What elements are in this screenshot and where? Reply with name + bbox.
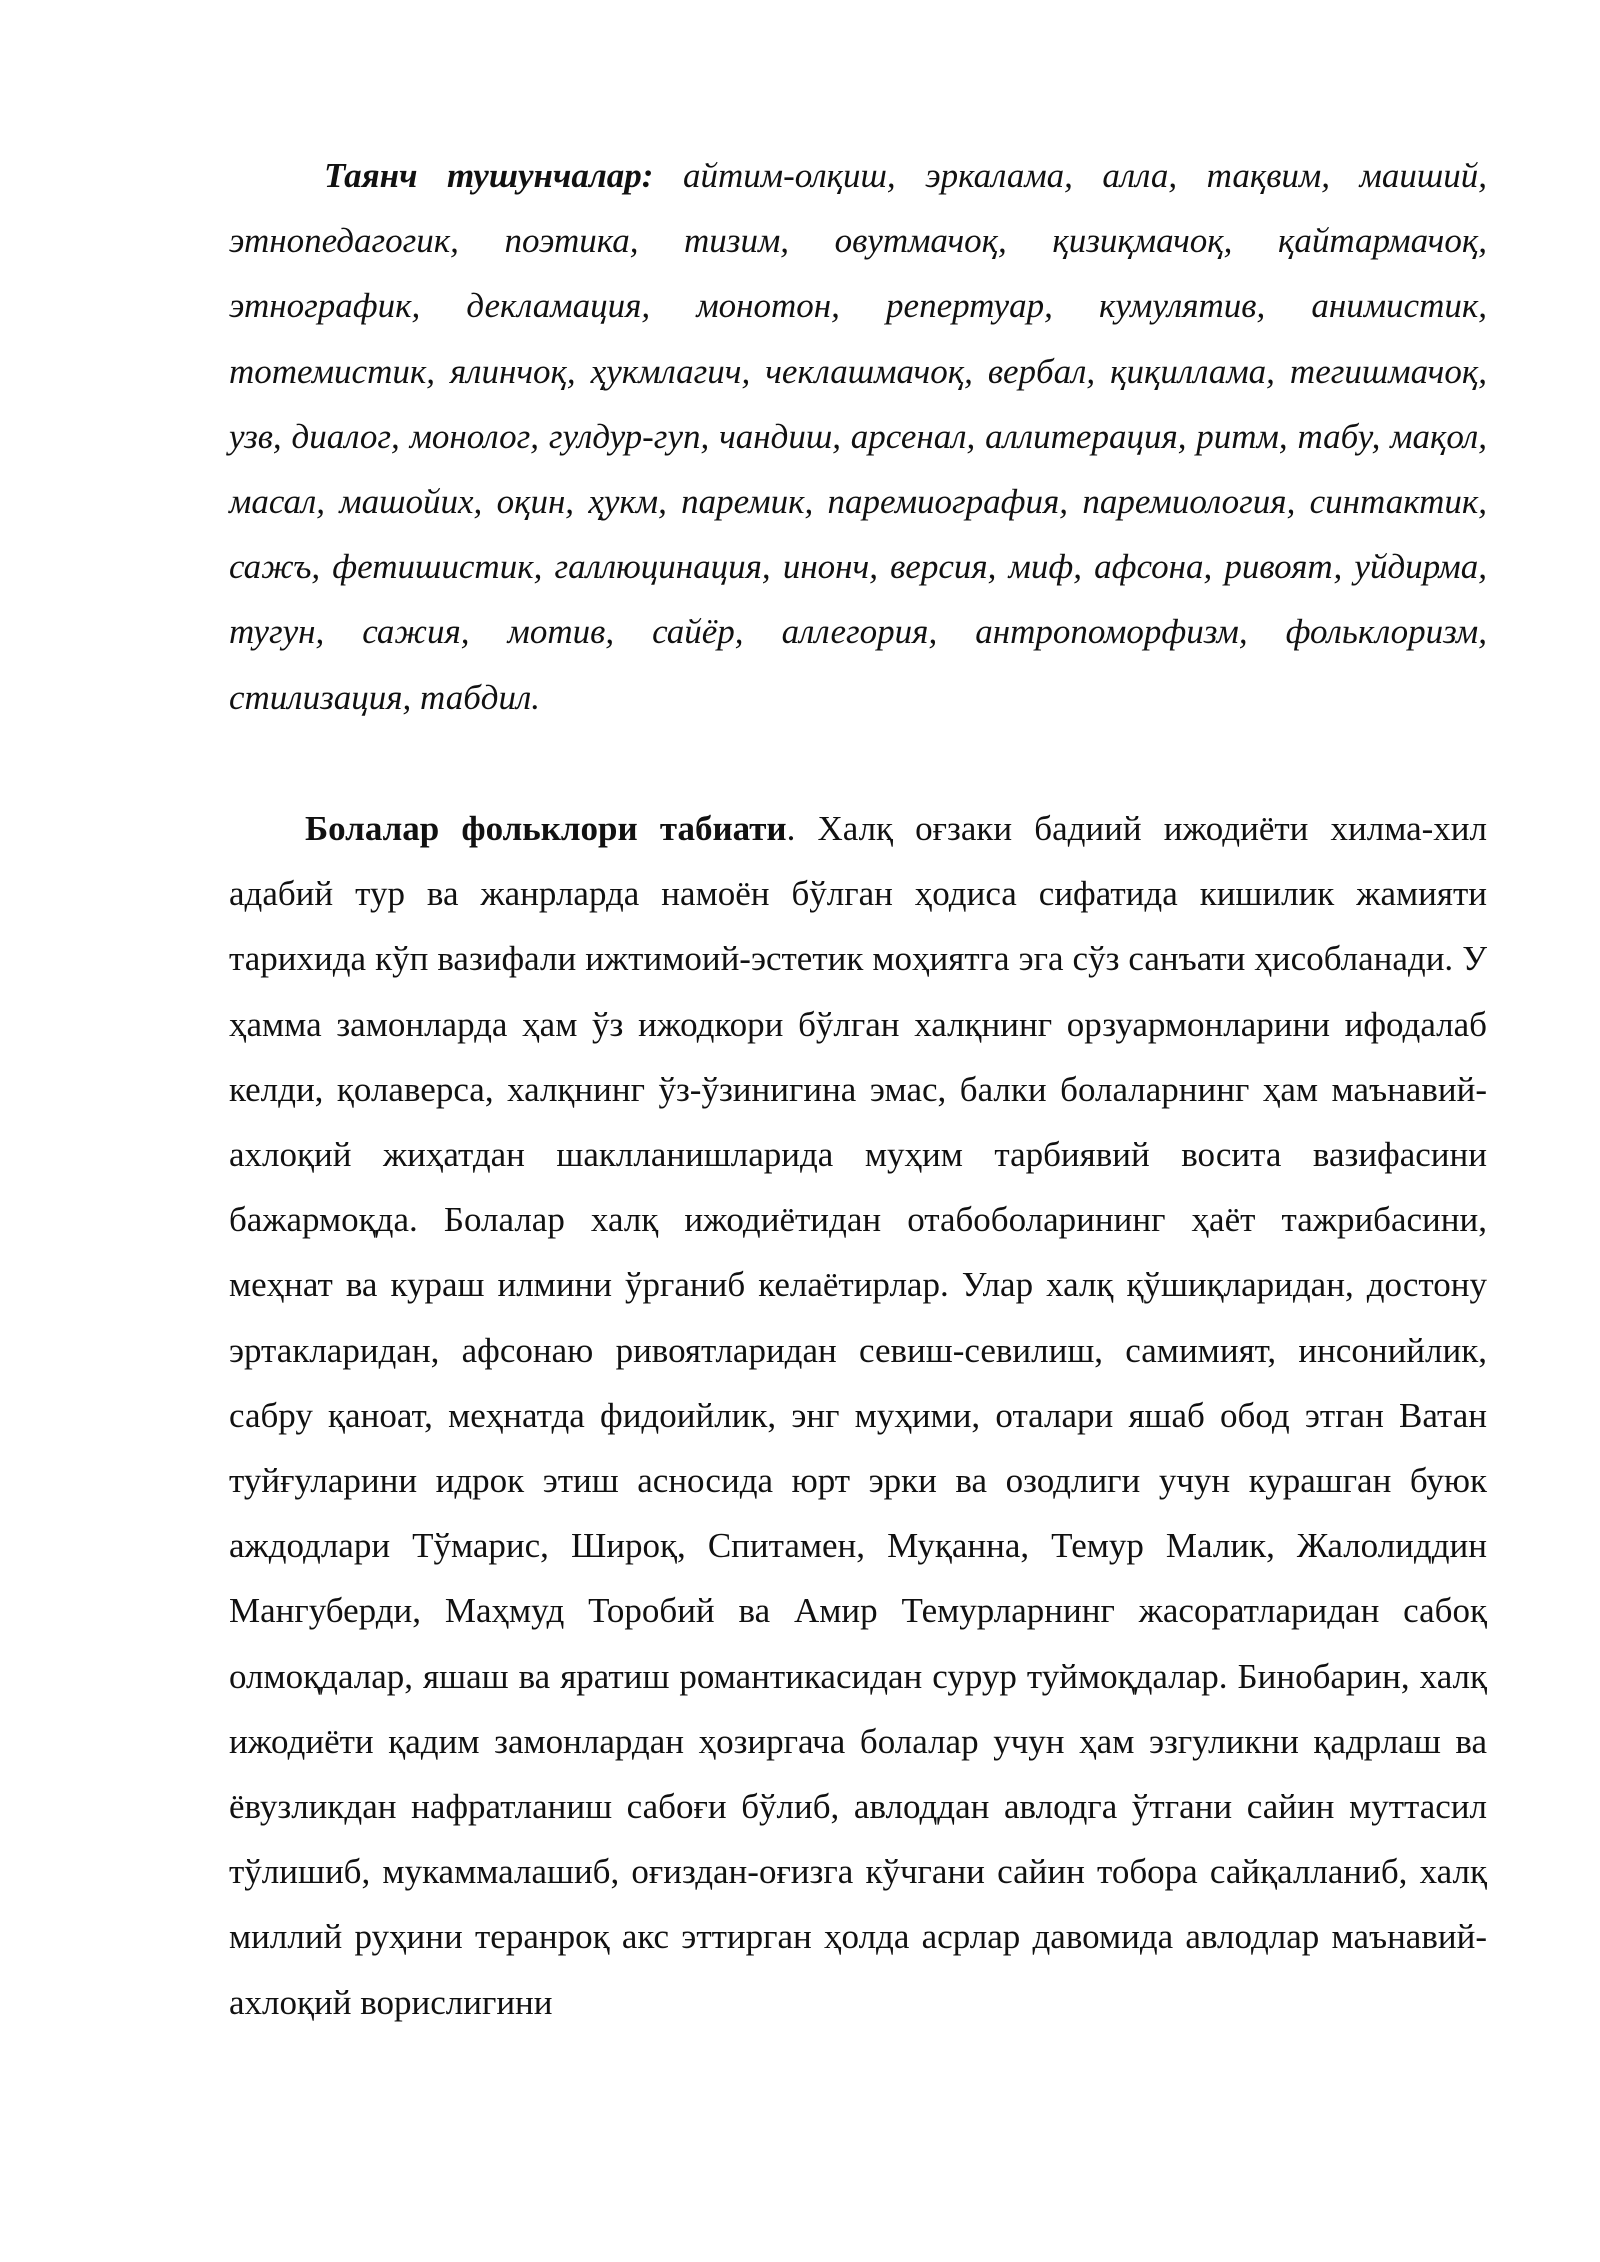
keywords-terms: айтим-олқиш, эркалама, алла, тақвим, маиший, этнопедагогик, поэтика, тизим, овутмачоқ, қизиқмачоқ, қайтармачоқ, этнографик, декламация, монотон, репертуар, кумулятив, анимистик, тотемистик, ялинчоқ, ҳукмлагич, чеклашмачоқ, вербал, қиқиллама, тегишмачоқ, узв, диалог, монолог, гулдур-гуп, чандиш, арсенал, аллитерация, ритм, табу, мақол, масал, машойих, оқин, ҳукм, паремик, паремиография, паремиология, синтактик, сажъ, фетишистик, галлюцинация, инонч, версия, миф, афсона, ривоят, уйдирма, тугун, сажия, мотив, сайёр, аллегория, антропоморфизм, фольклоризм, стилизация, табдил. xyxy=(229,156,1487,717)
body-paragraph xyxy=(229,796,1487,2035)
document-page xyxy=(229,0,1487,2262)
body-text: Халқ оғзаки бадиий ижодиёти хилма-хил адабий тур ва жанрларда намоён бўлган ҳодиса сифатида кишилик жамияти тарихида кўп вазифали ижтимоий-эстетик моҳиятга эга сўз санъати ҳисобланади. У ҳамма замонларда ҳам ўз ижодкори бўлган халқнинг орзуармонларини ифодалаб келди, қолаверса, халқнинг ўз-ўзинигина эмас, балки болаларнинг ҳам маънавий-ахлоқий жиҳатдан шаклланишларида муҳим тарбиявий восита вазифасини бажармоқда. Болалар халқ ижодиётидан отабоболарининг ҳаёт тажрибасини, меҳнат ва кураш илмини ўрганиб келаётирлар. Улар халқ қўшиқларидан, достону эртакларидан, афсонаю ривоятларидан севиш-севилиш, самимият, инсонийлик, сабру қаноат, меҳнатда фидоийлик, энг муҳими, оталари яшаб обод этган Ватан туйғуларини идрок этиш асносида юрт эрки ва озодлиги учун курашган буюк аждодлари Тўмарис, Широқ, Спитамен, Муқанна, Темур Малик, Жалолиддин Мангуберди, Маҳмуд Торобий ва Амир Темурларнинг жасоратларидан сабоқ олмоқдалар, яшаш ва яратиш романтикасидан сурур туймоқдалар. Бинобарин, халқ ижодиёти қадим замонлардан ҳозиргача болалар учун ҳам эзгуликни қадрлаш ва ёвузликдан нафратланиш сабоғи бўлиб, авлоддан авлодга ўтгани сайин муттасил тўлишиб, мукаммалашиб, оғиздан-оғизга кўчгани сайин тобора сайқалланиб, халқ миллий руҳини теранроқ акс эттирган ҳолда асрлар давомида авлодлар маънавий-ахлоқий ворислигини xyxy=(229,809,1488,2022)
keywords-paragraph xyxy=(229,143,1487,730)
keywords-label: Таянч тушунчалар: xyxy=(324,156,654,195)
section-heading: Болалар фольклори табиати xyxy=(305,809,787,848)
heading-punctuation: . xyxy=(786,809,796,848)
